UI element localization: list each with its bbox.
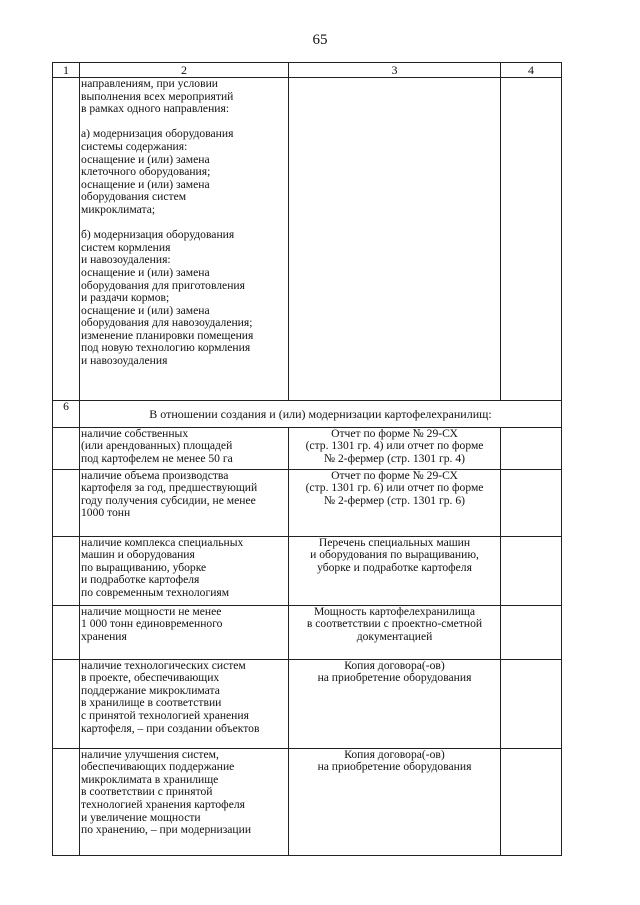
text-line: оснащение и (или) замена <box>81 303 210 317</box>
text-line: обеспечивающих поддержание <box>81 760 235 774</box>
note-cell <box>501 748 562 855</box>
text-line: б) модернизация оборудования <box>81 228 235 242</box>
table-row <box>53 469 562 536</box>
column-header-2: 2 <box>80 63 289 78</box>
section-number-cell: 6 <box>53 401 80 428</box>
text-line: в соответствии с принятой <box>81 785 213 799</box>
row-number-cell <box>53 78 80 401</box>
document-cell <box>289 78 501 401</box>
text-line: и увеличение мощности <box>81 810 201 824</box>
table-row <box>53 605 562 659</box>
text-line: документацией <box>356 629 433 643</box>
text-line: картофеля за год, предшествующий <box>81 481 258 495</box>
document-cell <box>289 659 501 748</box>
text-line: и навозоудаления: <box>81 253 171 267</box>
text-line: и навозоудаления <box>81 354 168 368</box>
page-number: 65 <box>312 32 328 48</box>
text-line: (стр. 1301 гр. 6) или отчет по форме <box>305 481 484 495</box>
text-line: микроклимата в хранилище <box>81 772 219 786</box>
text-line: оснащение и (или) замена <box>81 265 210 279</box>
text-line: картофеля, – при создании объектов <box>81 721 260 735</box>
section-row <box>53 401 562 428</box>
text-line: наличие комплекса специальных <box>81 535 244 549</box>
row-number-cell <box>53 605 80 659</box>
text-line: под новую технологию кормления <box>81 341 251 355</box>
text-line: оснащение и (или) замена <box>81 177 210 191</box>
text-line: оснащение и (или) замена <box>81 152 210 166</box>
text-line: а) модернизация оборудования <box>81 127 234 141</box>
text-line: Мощность картофелехранилища <box>313 604 476 618</box>
text-line: уборке и подработке картофеля <box>317 560 472 574</box>
text-line: в хранилище в соответствии <box>81 696 222 710</box>
row-number-cell <box>53 748 80 855</box>
requirements-table <box>52 62 562 856</box>
text-line: Перечень специальных машин <box>318 535 471 549</box>
requirement-cell <box>80 659 289 748</box>
text-line: 1000 тонн <box>81 506 131 520</box>
text-line: выполнения всех мероприятий <box>81 89 234 103</box>
text-line: под картофелем не менее 50 га <box>81 451 233 465</box>
requirement-cell <box>80 748 289 855</box>
text-line: Отчет по форме № 29-СХ <box>331 426 458 440</box>
text-line: в рамках одного направления: <box>81 102 230 116</box>
text-line: № 2-фермер (стр. 1301 гр. 4) <box>324 451 465 465</box>
text-line: по хранению, – при модернизации <box>81 823 252 837</box>
text-line: году получения субсидии, не менее <box>81 493 256 507</box>
text-line: наличие улучшения систем, <box>81 747 219 761</box>
text-line: и подработке картофеля <box>81 573 200 587</box>
text-line: Отчет по форме № 29-СХ <box>331 468 458 482</box>
note-cell <box>501 659 562 748</box>
text-line: систем кормления <box>81 240 171 254</box>
requirement-cell <box>80 605 289 659</box>
note-cell <box>501 427 562 469</box>
text-line: оборудования систем <box>81 190 187 204</box>
note-cell <box>501 605 562 659</box>
text-line: с принятой технологией хранения <box>81 708 249 722</box>
text-line: направлениям, при условии <box>81 77 218 90</box>
document-cell <box>289 605 501 659</box>
note-cell <box>501 536 562 605</box>
text-line: поддержание микроклимата <box>81 683 220 697</box>
text-line: в соответствии с проектно-сметной <box>306 617 483 631</box>
text-line: и раздачи кормов; <box>81 291 170 305</box>
text-line: по современным технологиям <box>81 585 230 599</box>
document-cell <box>289 748 501 855</box>
text-line: (стр. 1301 гр. 4) или отчет по форме <box>305 439 484 453</box>
text-line: (или арендованных) площадей <box>81 439 233 453</box>
note-cell <box>501 78 562 401</box>
text-line: хранения <box>81 629 127 643</box>
column-header-4: 4 <box>501 63 562 78</box>
table-row <box>53 427 562 469</box>
text-line: клеточного оборудования; <box>81 165 211 179</box>
text-line: наличие технологических систем <box>81 658 246 672</box>
text-line: на приобретение оборудования <box>317 760 472 774</box>
row-number-cell <box>53 536 80 605</box>
text-line: технологией хранения картофеля <box>81 797 245 811</box>
text-line: оборудования для приготовления <box>81 278 245 292</box>
text-line: в проекте, обеспечивающих <box>81 671 220 685</box>
requirement-cell <box>80 469 289 536</box>
document-cell <box>289 427 501 469</box>
table-row <box>53 659 562 748</box>
text-line: системы содержания: <box>81 139 188 153</box>
document-cell <box>289 536 501 605</box>
section-title: В отношении создания и (или) модернизации картофелехранилищ: <box>80 401 562 428</box>
note-cell <box>501 469 562 536</box>
row-number-cell <box>53 469 80 536</box>
requirement-cell <box>80 427 289 469</box>
section-rows <box>53 427 562 855</box>
row-number-cell <box>53 659 80 748</box>
text-line: Копия договора(-ов) <box>344 658 445 672</box>
text-line: наличие объема производства <box>81 468 229 482</box>
table-header-row <box>53 63 562 78</box>
text-line: на приобретение оборудования <box>317 671 472 685</box>
column-header-3: 3 <box>289 63 501 78</box>
text-line: и оборудования по выращиванию, <box>310 548 479 562</box>
continuation-row <box>53 78 562 401</box>
text-line: Копия договора(-ов) <box>344 747 445 761</box>
text-line: микроклимата; <box>81 202 156 216</box>
table-row <box>53 536 562 605</box>
document-cell <box>289 469 501 536</box>
text-line: оборудования для навозоудаления; <box>81 316 253 330</box>
table-row <box>53 748 562 855</box>
column-header-1: 1 <box>53 63 80 78</box>
requirement-cell <box>80 536 289 605</box>
text-line: наличие собственных <box>81 426 189 440</box>
text-line: по выращиванию, уборке <box>81 560 207 574</box>
text-line: 1 000 тонн единовременного <box>81 617 223 631</box>
row-number-cell <box>53 427 80 469</box>
text-line: наличие мощности не менее <box>81 604 222 618</box>
requirement-cell <box>80 78 289 401</box>
text-line: машин и оборудования <box>81 548 195 562</box>
text-line: № 2-фермер (стр. 1301 гр. 6) <box>324 493 465 507</box>
text-line: изменение планировки помещения <box>81 328 254 342</box>
